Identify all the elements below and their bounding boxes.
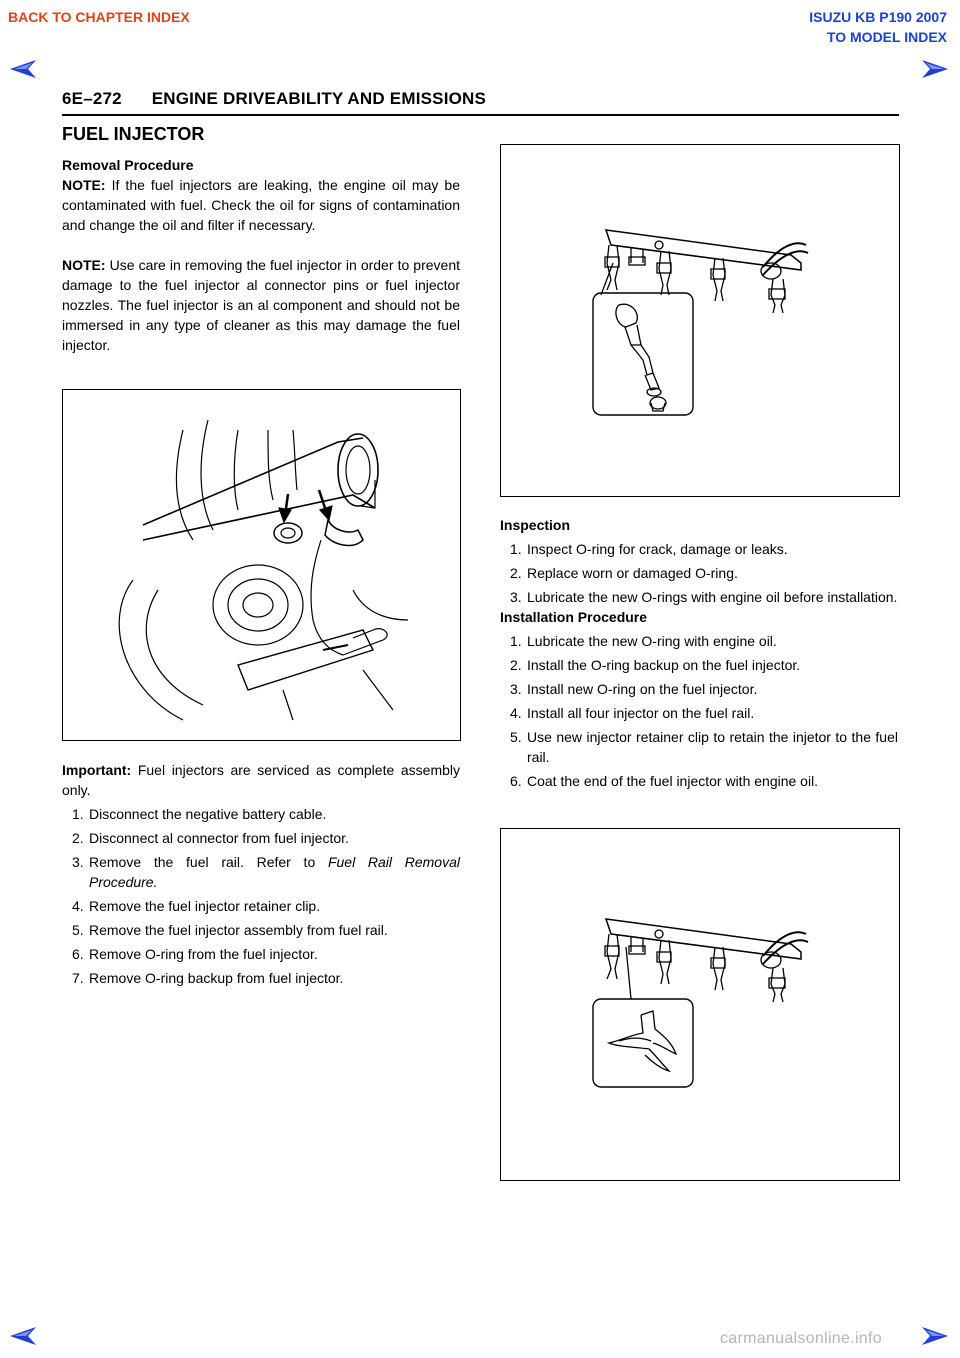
inspection-steps-list <box>500 539 898 607</box>
removal-steps-block <box>62 760 460 992</box>
list-item: 1. Disconnect the negative battery cable. <box>72 806 327 822</box>
chapter-title: ENGINE DRIVEABILITY AND EMISSIONS <box>151 89 487 108</box>
note-1 <box>62 175 460 235</box>
note-2-label: NOTE: <box>62 257 106 273</box>
figure-injector-oring <box>500 144 900 497</box>
list-item: 5. Remove the fuel injector assembly from fuel rail. <box>72 922 388 938</box>
next-page-bottom-arrow-icon[interactable] <box>920 1325 950 1347</box>
important-text: Fuel injectors are serviced as complete assembly only. <box>62 762 461 798</box>
list-item: 4. Remove the fuel injector retainer clip. <box>72 898 321 914</box>
list-item: 2. Replace worn or damaged O-ring. <box>510 565 738 581</box>
model-title-link[interactable]: ISUZU KB P190 2007 <box>809 9 947 25</box>
back-to-chapter-index-link[interactable]: BACK TO CHAPTER INDEX <box>8 9 190 25</box>
note-2 <box>62 255 460 355</box>
next-page-arrow-icon[interactable] <box>920 58 950 80</box>
header-divider <box>62 114 899 116</box>
list-item: 2. Disconnect al connector from fuel injector. <box>72 830 349 846</box>
list-item: 6. Remove O-ring from the fuel injector. <box>72 946 318 962</box>
note-1-text: If the fuel injectors are leaking, the engine oil may be contaminated with fuel. Check the oil for signs of contamination and change the oil and filter if necessary. <box>62 177 460 233</box>
section-title: FUEL INJECTOR <box>62 124 205 144</box>
list-item: 3. Install new O-ring on the fuel injector. <box>510 681 758 697</box>
inspection-heading: Inspection <box>500 517 571 533</box>
installation-heading: Installation Procedure <box>500 609 648 625</box>
list-item: 1. Inspect O-ring for crack, damage or leaks. <box>510 541 788 557</box>
list-item: 2. Install the O-ring backup on the fuel injector. <box>510 657 801 673</box>
list-item: 5. Use new injector retainer clip to retain the injetor to the fuel rail. <box>510 729 898 765</box>
page-header <box>62 89 486 109</box>
fuel-rail-removal-reference[interactable]: Fuel Rail Removal Procedure <box>89 854 460 890</box>
list-item: 7. Remove O-ring backup from fuel injector. <box>72 970 344 986</box>
list-item: 3. Lubricate the new O-rings with engine oil before installation. <box>510 589 898 605</box>
list-item: 3. Remove the fuel rail. Refer to Fuel Rail Removal Procedure. <box>72 854 460 890</box>
inspection-installation-block <box>500 515 898 795</box>
list-item: 4. Install all four injector on the fuel rail. <box>510 705 755 721</box>
prev-page-arrow-icon[interactable] <box>8 58 38 80</box>
installation-steps-list <box>500 631 898 791</box>
to-model-index-link[interactable]: TO MODEL INDEX <box>826 29 947 45</box>
note-1-label: NOTE: <box>62 177 106 193</box>
removal-steps-list <box>62 804 460 988</box>
watermark-text: carmanualsonline.info <box>720 1330 882 1347</box>
figure-injector-retainer-clip <box>500 828 900 1181</box>
list-item: 1. Lubricate the new O-ring with engine oil. <box>510 633 777 649</box>
important-label: Important: <box>62 762 132 778</box>
important-note <box>62 760 460 800</box>
list-item: 6. Coat the end of the fuel injector with engine oil. <box>510 773 819 789</box>
prev-page-bottom-arrow-icon[interactable] <box>8 1325 38 1347</box>
removal-notes <box>62 155 460 355</box>
figure-injector-removal <box>62 389 461 741</box>
page-number: 6E–272 <box>62 89 122 108</box>
note-2-text: Use care in removing the fuel injector in order to prevent damage to the fuel injector al connector pins or fuel injector nozzles. The fuel injector is an al component and should not be immersed in any type of cleaner as this may damage the fuel injector. <box>62 257 461 353</box>
removal-heading: Removal Procedure <box>62 157 194 173</box>
